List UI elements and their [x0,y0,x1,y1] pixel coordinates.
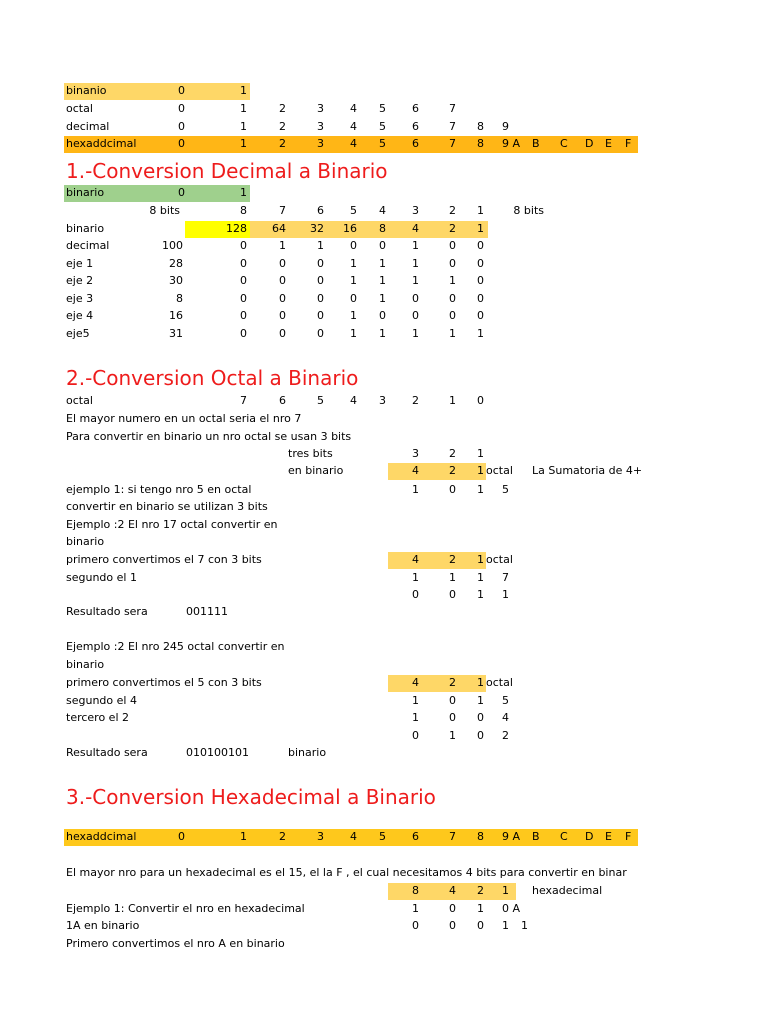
cell-text: 1 [477,327,484,340]
cell-text: hexaddcimal [66,137,137,150]
cell-text: 0 [178,102,185,115]
cell-text: 1 [477,483,484,496]
cell-text: 7 [502,571,509,584]
cell-text: 5 [379,830,386,843]
sheet-row [0,744,768,762]
cell-text: octal [486,676,513,689]
cell-text: 5 [317,394,324,407]
sheet-row [0,237,768,255]
cell-text: 1 [379,327,386,340]
cell-text: 0 [449,483,456,496]
cell-text: 1 [449,394,456,407]
cell-text: 1 [477,553,484,566]
cell-text: 1 [412,257,419,270]
cell-text: 8 bits [149,204,180,217]
cell-text: 3 [412,447,419,460]
cell-text: El mayor numero en un octal seria el nro 7 [66,412,302,425]
cell-text: 0 [178,84,185,97]
cell-text: 2 [449,222,456,235]
cell-text: 0 [477,309,484,322]
cell-text: 6 [412,120,419,133]
cell-text: 6 [412,102,419,115]
sheet-row [0,551,768,569]
cell-text: 0 [317,257,324,270]
cell-text: 0 [477,292,484,305]
sheet-row [0,481,768,499]
cell-text: 1 [477,222,484,235]
cell-text: B [532,830,540,843]
cell-text: 4 [350,137,357,150]
sheet-row [0,307,768,325]
cell-text: segundo el 1 [66,571,137,584]
cell-text: 3 [412,204,419,217]
sheet-row [0,82,768,100]
cell-text: Ejemplo :2 El nro 245 octal convertir en [66,640,285,653]
cell-text: D [585,830,594,843]
sheet-row [0,290,768,308]
cell-text: 1 [477,464,484,477]
cell-text: 16 [169,309,183,322]
cell-text: 1 [412,711,419,724]
cell-text: 16 [343,222,357,235]
sheet-row [0,828,768,846]
cell-text: E [605,137,612,150]
cell-fill [388,675,486,692]
cell-text: 0 [317,327,324,340]
cell-text: 0 [449,257,456,270]
cell-text: 5 [502,483,509,496]
cell-text: E [605,830,612,843]
cell-text: eje5 [66,327,90,340]
cell-text: 0 [279,309,286,322]
cell-text: 8 [477,120,484,133]
sheet-row [0,202,768,220]
cell-text: 2 [279,120,286,133]
cell-text: 1 [477,694,484,707]
cell-text: 2 [412,394,419,407]
cell-text: 6 [412,830,419,843]
cell-text: 0 [449,292,456,305]
cell-text: 64 [272,222,286,235]
cell-text: 1 [412,694,419,707]
sheet-row [0,325,768,343]
cell-text: 0 [178,137,185,150]
cell-text: binario [66,222,105,235]
cell-text: Primero convertimos el nro A en binario [66,937,285,950]
sheet-row [0,656,768,674]
cell-text: 4 [412,676,419,689]
cell-text: 1 [449,274,456,287]
cell-text: 0 [279,292,286,305]
cell-text: binario [66,186,105,199]
cell-text: 8 [477,137,484,150]
cell-text: 1 [350,274,357,287]
cell-text: hexaddcimal [66,830,137,843]
cell-text: 0 [449,588,456,601]
cell-text: 4 [379,204,386,217]
cell-text: 7 [449,830,456,843]
cell-text: 6 [317,204,324,217]
sheet-row [0,533,768,551]
cell-text: 8 bits [513,204,544,217]
cell-text: 001111 [186,605,228,618]
cell-text: 1 [240,102,247,115]
cell-text: 0 [279,327,286,340]
cell-text: 4 [350,394,357,407]
sheet-row [0,900,768,918]
cell-text: octal [66,394,93,407]
cell-text: 7 [240,394,247,407]
cell-fill [388,463,486,480]
cell-text: 1 [240,830,247,843]
cell-text: 1 [477,902,484,915]
cell-text: 4 [350,102,357,115]
cell-text: 9 A [501,137,520,150]
cell-text: octal [486,464,513,477]
cell-text: 1 [412,239,419,252]
cell-text: 0 [449,239,456,252]
cell-text: 0 [477,394,484,407]
cell-text: 5 [502,694,509,707]
cell-text: 3 [317,120,324,133]
cell-text: 1 [350,309,357,322]
sheet-row [0,410,768,428]
cell-text: 0 [240,239,247,252]
sheet-row [0,727,768,745]
cell-text: 0 [477,257,484,270]
cell-text: Ejemplo :2 El nro 17 octal convertir en [66,518,278,531]
cell-text: 0 [317,292,324,305]
cell-text: 2 [477,884,484,897]
cell-text: C [560,137,568,150]
cell-text: binanio [66,84,107,97]
cell-text: 5 [350,204,357,217]
sheet-row [0,184,768,202]
cell-text: 5 [379,102,386,115]
cell-text: en binario [288,464,344,477]
cell-text: 8 [240,204,247,217]
cell-text: 2 [449,447,456,460]
cell-text: 0 [178,120,185,133]
cell-text: binario [288,746,327,759]
cell-text: 128 [226,222,247,235]
cell-text: eje 1 [66,257,94,270]
cell-text: 5 [379,137,386,150]
cell-text: 9 A [501,830,520,843]
cell-text: 0 [178,186,185,199]
cell-text: eje 4 [66,309,94,322]
cell-text: 1 [350,327,357,340]
cell-text: 2 [449,676,456,689]
cell-text: 4 [502,711,509,724]
cell-text: 0 [477,919,484,932]
cell-text: 2 [279,830,286,843]
cell-text: tercero el 2 [66,711,130,724]
cell-text: 1 [412,274,419,287]
cell-fill [388,552,486,569]
cell-text: 0 [449,919,456,932]
cell-text: 32 [310,222,324,235]
cell-text: 100 [162,239,183,252]
sheet-row [0,709,768,727]
cell-text: 4 [412,464,419,477]
cell-text: 1 [502,919,509,932]
cell-text: 0 [477,239,484,252]
cell-text: 0 [240,274,247,287]
cell-text: 1A en binario [66,919,140,932]
section-heading-row [0,364,768,390]
cell-text: primero convertimos el 5 con 3 bits [66,676,262,689]
sheet-row [0,882,768,900]
cell-text: decimal [66,120,110,133]
section-heading: 3.-Conversion Hexadecimal a Binario [66,785,436,809]
cell-text: 4 [412,222,419,235]
cell-text: 3 [317,102,324,115]
sheet-row [0,118,768,136]
sheet-row [0,917,768,935]
cell-text: D [585,137,594,150]
cell-text: F [625,137,632,150]
sheet-row [0,135,768,153]
cell-text: eje 3 [66,292,94,305]
cell-text: convertir en binario se utilizan 3 bits [66,500,268,513]
cell-text: 0 [379,309,386,322]
cell-text: 1 [379,257,386,270]
sheet-row [0,100,768,118]
cell-text: Resultado sera [66,746,148,759]
cell-text: 0 [449,711,456,724]
cell-text: 4 [412,553,419,566]
sheet-row [0,498,768,516]
sheet-row [0,692,768,710]
cell-text: La Sumatoria de 4+ [532,464,643,477]
cell-text: 7 [449,120,456,133]
cell-text: 2 [449,464,456,477]
cell-text: 1 [379,292,386,305]
sheet-row [0,935,768,953]
cell-text: 1 [477,588,484,601]
sheet-row [0,445,768,463]
cell-text: 1 [412,327,419,340]
sheet-row [0,603,768,621]
cell-text: Ejemplo 1: Convertir el nro en hexadecimal [66,902,305,915]
cell-text: 0 [178,830,185,843]
cell-text: 0 [449,902,456,915]
cell-text: 9 [502,120,509,133]
cell-text: 0 [350,239,357,252]
cell-text: eje 2 [66,274,94,287]
cell-text: 0 [240,327,247,340]
cell-text: 1 [477,571,484,584]
cell-text: 1 [279,239,286,252]
cell-text: 6 [279,394,286,407]
cell-text: 0 [240,309,247,322]
sheet-row [0,392,768,410]
cell-text: 1 [521,919,528,932]
cell-text: 1 [449,327,456,340]
cell-text: 0 [240,292,247,305]
cell-text: 0 [350,292,357,305]
cell-text: 0 [317,274,324,287]
cell-text: F [625,830,632,843]
cell-text: 4 [449,884,456,897]
cell-text: 3 [379,394,386,407]
cell-text: 1 [240,84,247,97]
cell-text: 1 [240,186,247,199]
sheet-row [0,864,768,882]
cell-text: 7 [279,204,286,217]
cell-text: 5 [379,120,386,133]
cell-text: 0 [412,588,419,601]
cell-text: 2 [279,137,286,150]
sheet-row [0,674,768,692]
cell-text: 1 [502,884,509,897]
cell-text: 7 [449,102,456,115]
cell-text: 0 [412,309,419,322]
cell-text: 0 [477,711,484,724]
cell-text: 1 [477,676,484,689]
sheet-row [0,428,768,446]
cell-text: 30 [169,274,183,287]
cell-text: 1 [449,729,456,742]
cell-text: 0 [279,257,286,270]
section-heading: 2.-Conversion Octal a Binario [66,366,359,390]
cell-text: 4 [350,830,357,843]
cell-text: 6 [412,137,419,150]
cell-text: tres bits [288,447,333,460]
cell-text: 0 [412,729,419,742]
cell-text: decimal [66,239,110,252]
cell-text: Resultado sera [66,605,148,618]
sheet-row [0,272,768,290]
cell-text: 0 [279,274,286,287]
cell-text: 1 [350,257,357,270]
cell-text: 8 [379,222,386,235]
cell-text: 2 [502,729,509,742]
cell-text: 3 [317,830,324,843]
cell-text: 2 [449,204,456,217]
section-heading: 1.-Conversion Decimal a Binario [66,159,388,183]
section-heading-row [0,783,768,809]
cell-text: Para convertir en binario un nro octal se usan 3 bits [66,430,352,443]
cell-text: 1 [502,588,509,601]
sheet-row [0,569,768,587]
cell-text: 1 [477,204,484,217]
cell-text: 0 [240,257,247,270]
cell-text: 1 [240,120,247,133]
cell-text: 0 [317,309,324,322]
cell-text: 1 [412,902,419,915]
cell-text: 28 [169,257,183,270]
sheet-row [0,586,768,604]
cell-text: 0 [379,239,386,252]
cell-text: 0 [477,729,484,742]
cell-text: 8 [176,292,183,305]
section-heading-row [0,157,768,183]
sheet-row [0,638,768,656]
cell-text: 010100101 [186,746,249,759]
cell-text: C [560,830,568,843]
sheet-row [0,255,768,273]
cell-text: 31 [169,327,183,340]
cell-text: 0 A [501,902,520,915]
cell-text: 0 [477,274,484,287]
cell-text: 2 [279,102,286,115]
cell-text: 1 [379,274,386,287]
sheet-row [0,462,768,480]
cell-text: 1 [240,137,247,150]
cell-text: 8 [412,884,419,897]
cell-text: 0 [412,292,419,305]
cell-text: 1 [317,239,324,252]
cell-text: binario [66,658,105,671]
cell-text: 7 [449,137,456,150]
cell-text: 0 [412,919,419,932]
cell-text: octal [486,553,513,566]
cell-text: 1 [412,483,419,496]
cell-text: ejemplo 1: si tengo nro 5 en octal [66,483,252,496]
cell-text: 4 [350,120,357,133]
cell-text: 3 [317,137,324,150]
cell-text: octal [66,102,93,115]
sheet-row [0,516,768,534]
cell-text: binario [66,535,105,548]
sheet-row [0,220,768,238]
cell-text: 1 [477,447,484,460]
cell-text: El mayor nro para un hexadecimal es el 15, el la F , el cual necesitamos 4 bits para convertir en binar [66,866,627,879]
cell-text: 1 [412,571,419,584]
cell-text: 8 [477,830,484,843]
cell-text: hexadecimal [532,884,603,897]
cell-text: segundo el 4 [66,694,137,707]
cell-text: 0 [449,309,456,322]
cell-text: primero convertimos el 7 con 3 bits [66,553,262,566]
cell-text: 2 [449,553,456,566]
cell-text: B [532,137,540,150]
cell-text: 0 [449,694,456,707]
cell-text: 1 [449,571,456,584]
